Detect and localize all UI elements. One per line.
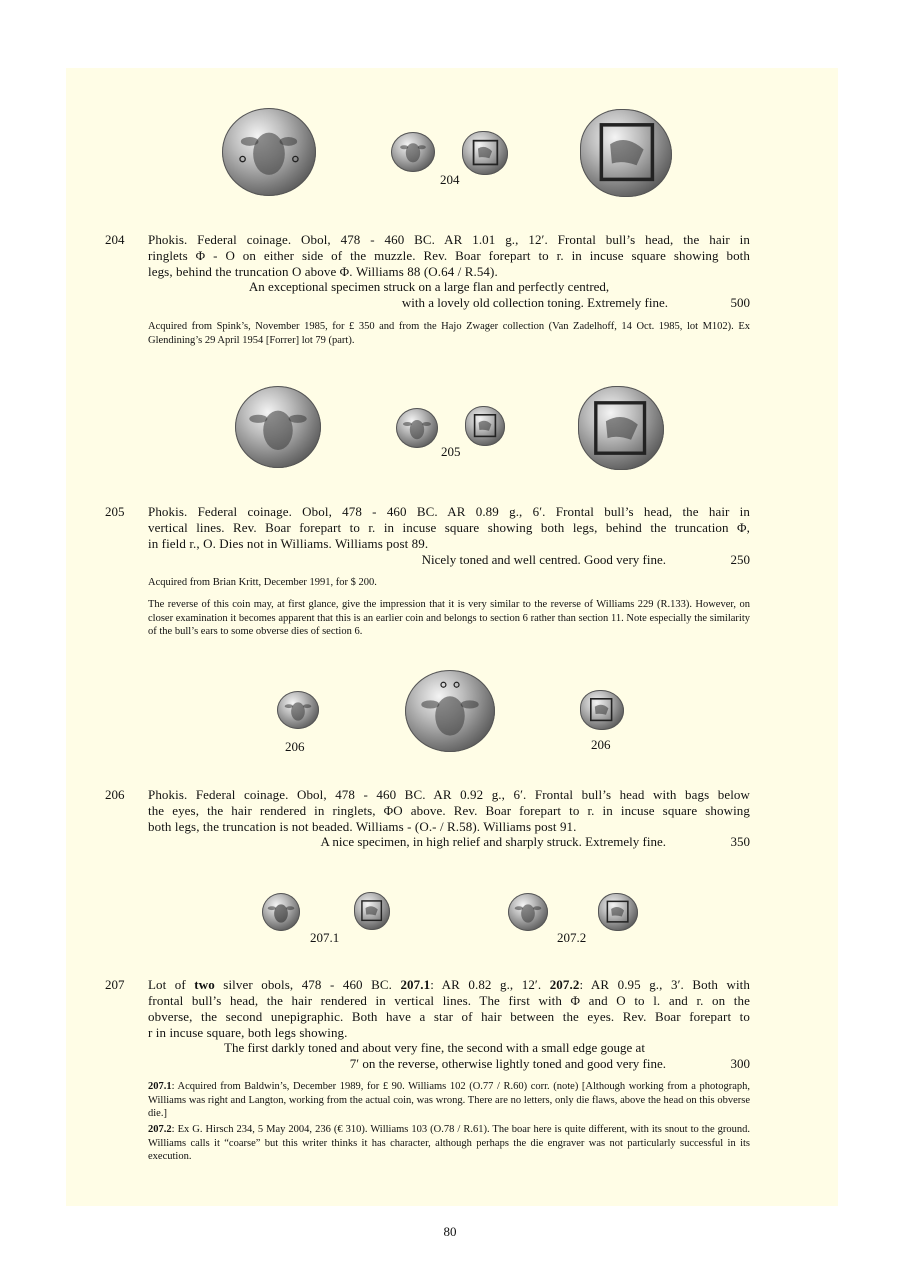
coin-207-2-obverse: [508, 893, 548, 931]
coin-206-obverse: [277, 691, 319, 729]
lot-number-205: 205: [105, 504, 125, 519]
provenance-label: 207.1: [148, 1081, 172, 1092]
condition-line: with a lovely old collection toning. Extremely fine.: [401, 295, 668, 310]
coin-205-obverse-enlarged: [235, 386, 321, 468]
description-line: obverse, the second unepigraphic. Both have a star of hair between the eyes. Rev. Boar forepart to: [148, 1009, 750, 1024]
boar-incuse-icon: [598, 893, 638, 931]
lot-number-206: 206: [105, 787, 125, 802]
estimate-206: 350: [730, 834, 750, 849]
coin-205-reverse-enlarged: [578, 386, 664, 470]
lot-description-204: [148, 232, 750, 280]
bull-head-icon: [391, 132, 435, 172]
coin-207-1-reverse: [354, 892, 390, 930]
lot-number-207: 207: [105, 977, 125, 992]
coin-207-1-obverse: [262, 893, 300, 931]
description-line: frontal bull’s head, the hair rendered in vertical lines. The first with Φ and O to l. and r. on the: [148, 993, 750, 1008]
coin-206-obverse-enlarged: [405, 670, 495, 752]
coin-205-obverse: [396, 408, 438, 448]
description-line: Phokis. Federal coinage. Obol, 478 - 460 BC. AR 0.92 g., 6′. Frontal bull’s head with bags below: [148, 787, 750, 802]
bull-head-icon: [262, 893, 300, 931]
condition-205: Nicely toned and well centred. Good very fine.: [421, 552, 666, 567]
bull-head-icon: [508, 893, 548, 931]
coin-205-reverse: [465, 406, 505, 446]
coin-204-reverse-enlarged: [580, 109, 672, 197]
coin-204-obverse-enlarged: [222, 108, 316, 196]
provenance-label: 207.2: [148, 1124, 172, 1135]
description-line: in field r., O. Dies not in Williams. Williams post 89.: [148, 536, 429, 551]
description-line: the eyes, the hair rendered in ringlets, ΦO above. Rev. Boar forepart to r. in incuse square showing: [148, 803, 750, 818]
provenance-205: Acquired from Brian Kritt, December 1991, for $ 200.: [148, 577, 377, 588]
page-number: 80: [443, 1224, 457, 1239]
description-line: Phokis. Federal coinage. Obol, 478 - 460 BC. AR 1.01 g., 12′. Frontal bull’s head, the hair in: [148, 232, 750, 247]
bull-head-icon: [235, 386, 321, 468]
description-line: legs, behind the truncation O above Φ. Williams 88 (O.64 / R.54).: [148, 264, 498, 279]
bull-head-icon: [396, 408, 438, 448]
estimate-204: 500: [730, 295, 750, 310]
description-line: Phokis. Federal coinage. Obol, 478 - 460 BC. AR 0.89 g., 6′. Frontal bull’s head, the hair in: [148, 504, 750, 519]
condition-204: [240, 279, 668, 311]
coin-206-reverse: [580, 690, 624, 730]
figure-label-205: 205: [441, 444, 461, 459]
coin-204-reverse: [462, 131, 508, 175]
provenance-204: Acquired from Spink’s, November 1985, for £ 350 and from the Hajo Zwager collection (Van Zadelhoff, 14 Oct. 1985, lot M102). Ex Glendining’s 29 April 1954 [Forrer] lot 79 (part).: [148, 321, 750, 346]
description-line: Lot of two silver obols, 478 - 460 BC. 207.1: AR 0.82 g., 12′. 207.2: AR 0.95 g., 3′. Both with: [148, 977, 750, 992]
boar-incuse-icon: [580, 690, 624, 730]
provenance-207-2: [148, 1123, 750, 1164]
provenance-text: : Acquired from Baldwin’s, December 1989, for £ 90. Williams 102 (O.77 / R.60) corr. (note) [Although working from a photograph, Williams was right and Langton, working from the actual coin, was wrong. There are no letters, only die flaws, above the head on this obverse die.]: [148, 1081, 750, 1119]
condition-207-line2: 7′ on the reverse, otherwise lightly toned and good very fine.: [349, 1056, 666, 1071]
bull-head-icon: [222, 108, 316, 196]
description-line: both legs, the truncation is not beaded. Williams - (O.- / R.58). Williams post 91.: [148, 819, 577, 834]
coin-204-obverse: [391, 132, 435, 172]
description-line: ringlets Φ - O on either side of the muzzle. Rev. Boar forepart to r. in incuse square showing both: [148, 248, 750, 263]
provenance-text: : Ex G. Hirsch 234, 5 May 2004, 236 (€ 310). Williams 103 (O.78 / R.61). The boar here is quite different, with its snout to the ground. Williams calls it “coarse” but this writer thinks it has character, although perhaps the die engraver was not particularly successful in its execution.: [148, 1124, 750, 1162]
condition-line: An exceptional specimen struck on a large flan and perfectly centred,: [248, 279, 610, 294]
bull-head-icon: [405, 670, 495, 752]
provenance-207-1: [148, 1080, 750, 1121]
condition-207-line1: The first darkly toned and about very fine, the second with a small edge gouge at: [224, 1040, 645, 1055]
commentary-205: The reverse of this coin may, at first glance, give the impression that it is very similar to the reverse of Williams 229 (R.133). However, on closer examination it becomes apparent that this is an earlier coin and belongs to section 6 rather than section 11. Note especially the similarity of the bull’s ears to some obverse dies of section 6.: [148, 599, 750, 637]
lot-description-205: [148, 504, 750, 552]
description-line: vertical lines. Rev. Boar forepart to r. in incuse square showing both legs, behind the truncation Φ,: [148, 520, 750, 535]
figure-label-206-left: 206: [285, 739, 305, 754]
figure-label-204: 204: [440, 172, 460, 187]
estimate-207: 300: [730, 1056, 750, 1071]
coin-207-2-reverse: [598, 893, 638, 931]
figure-label-207-1: 207.1: [310, 930, 340, 945]
figure-label-206-right: 206: [591, 737, 611, 752]
boar-incuse-icon: [354, 892, 390, 930]
boar-incuse-icon: [462, 131, 508, 175]
bull-head-icon: [277, 691, 319, 729]
boar-incuse-icon: [580, 109, 672, 197]
lot-description-207: [148, 977, 750, 1041]
boar-incuse-icon: [578, 386, 664, 470]
lot-number-204: 204: [105, 232, 125, 247]
boar-incuse-icon: [465, 406, 505, 446]
description-line: r in incuse square, both legs showing.: [148, 1025, 348, 1040]
condition-206: A nice specimen, in high relief and sharply struck. Extremely fine.: [320, 834, 666, 849]
lot-description-206: [148, 787, 750, 835]
estimate-205: 250: [730, 552, 750, 567]
figure-label-207-2: 207.2: [557, 930, 587, 945]
